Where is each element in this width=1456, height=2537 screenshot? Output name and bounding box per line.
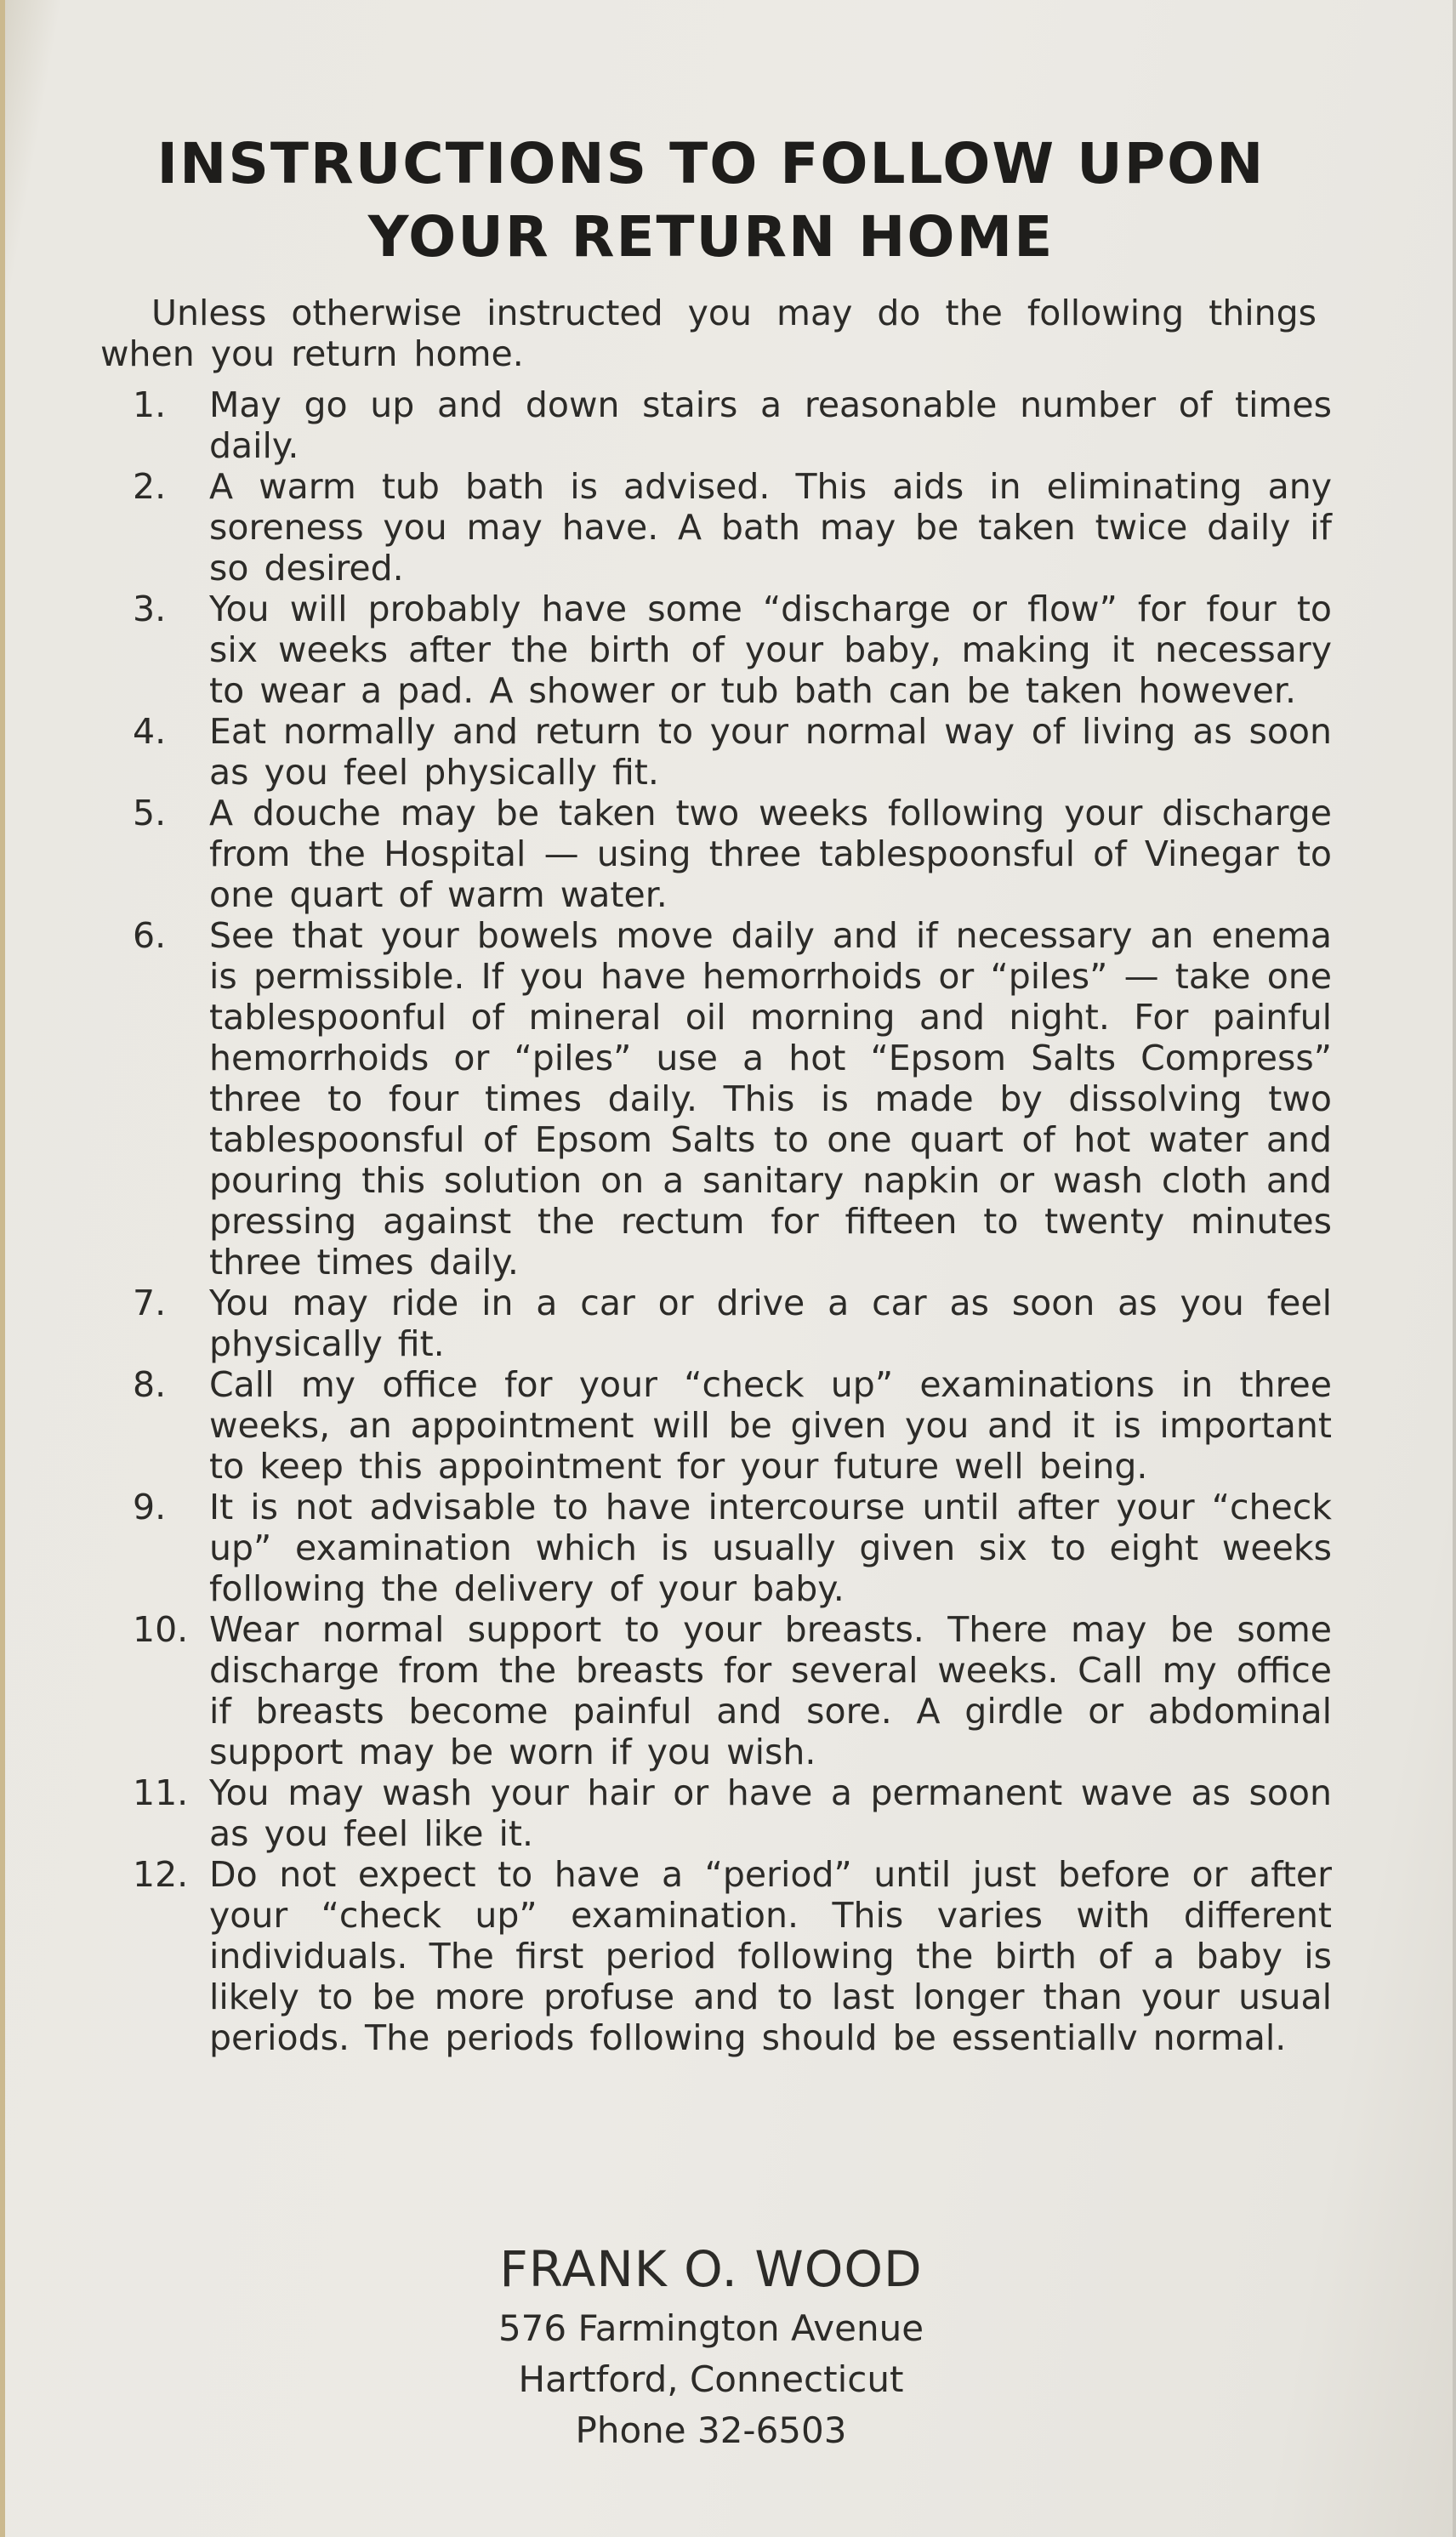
item-text: Do not expect to have a “period” until just before or after your “check up” examination. This varies with different individuals. The first period following the birth of a baby is likely to be more profuse and to last longer than your usual periods. The periods following should be essentiallv normal. [209,1854,1332,2058]
list-item [90,1772,1332,1854]
item-number: 3. [133,589,167,629]
item-text: Wear normal support to your breasts. There may be some discharge from the breasts for several weeks. Call my office if breasts become painful and sore. A girdle or abdominal support may be worn if you wish. [209,1609,1332,1772]
item-text: See that your bowels move daily and if necessary an enema is permissible. If you have hemorrhoids or “piles” — take one tablespoonful of mineral oil morning and night. For painful hemorrhoids or “piles” use a hot “Epsom Salts Compress” three to four times daily. This is made by dissolving two tablespoonsful of Epsom Salts to one quart of hot water and pouring this solution on a sanitary napkin or wash cloth and pressing against the rectum for fifteen to twenty minutes three times daily. [209,915,1332,1283]
list-item [90,384,1332,466]
item-number: 12. [133,1854,189,1895]
item-number: 9. [133,1487,167,1527]
list-item [90,1609,1332,1772]
item-text: You may ride in a car or drive a car as soon as you feel physically fit. [209,1283,1332,1364]
item-text: Eat normally and return to your normal way of living as soon as you feel physically fit. [209,711,1332,793]
intro-paragraph: Unless otherwise instructed you may do the following things when you return home. [100,293,1317,374]
item-number: 1. [133,384,167,425]
item-text: A douche may be taken two weeks following your discharge from the Hospital — using three tablespoonsful of Vinegar to one quart of warm water. [209,793,1332,915]
list-item [90,1487,1332,1609]
item-number: 2. [133,466,167,507]
list-item [90,711,1332,793]
title-line-2: YOUR RETURN HOME [367,204,1055,270]
item-text: A warm tub bath is advised. This aids in eliminating any soreness you may have. A bath may be taken twice daily if so desired. [209,466,1332,589]
item-number: 5. [133,793,167,833]
title-line-1: INSTRUCTIONS TO FOLLOW UPON [156,131,1265,196]
list-item [90,1283,1332,1364]
item-number: 10. [133,1609,189,1650]
item-number: 6. [133,915,167,956]
list-item [90,1364,1332,1487]
item-number: 7. [133,1283,167,1323]
street-address: 576 Farmington Avenue [498,2307,924,2349]
list-item [90,1854,1332,2058]
list-item [90,589,1332,711]
item-text: You will probably have some “discharge or flow” for four to six weeks after the birth of your baby, making it necessary to wear a pad. A shower or tub bath can be taken however. [209,589,1332,711]
phone-number: Phone 32-6503 [575,2409,847,2451]
page-title [5,128,1417,274]
item-text: Call my office for your “check up” examinations in three weeks, an appointment will be given you and it is important to keep this appointment for your future well being. [209,1364,1332,1487]
item-number: 4. [133,711,167,752]
city-state: Hartford, Connecticut [518,2358,904,2400]
item-number: 11. [133,1772,189,1813]
item-number: 8. [133,1364,167,1405]
signature-block [5,2235,1417,2456]
item-text: It is not advisable to have intercourse until after your “check up” examination which is usually given six to eight weeks following the delivery of your baby. [209,1487,1332,1609]
item-text: You may wash your hair or have a permanent wave as soon as you feel like it. [209,1772,1332,1854]
list-item [90,466,1332,589]
doctor-name: FRANK O. WOOD [499,2240,923,2298]
instruction-list [90,384,1332,2058]
list-item [90,793,1332,915]
list-item [90,915,1332,1283]
item-text: May go up and down stairs a reasonable number of times daily. [209,384,1332,466]
